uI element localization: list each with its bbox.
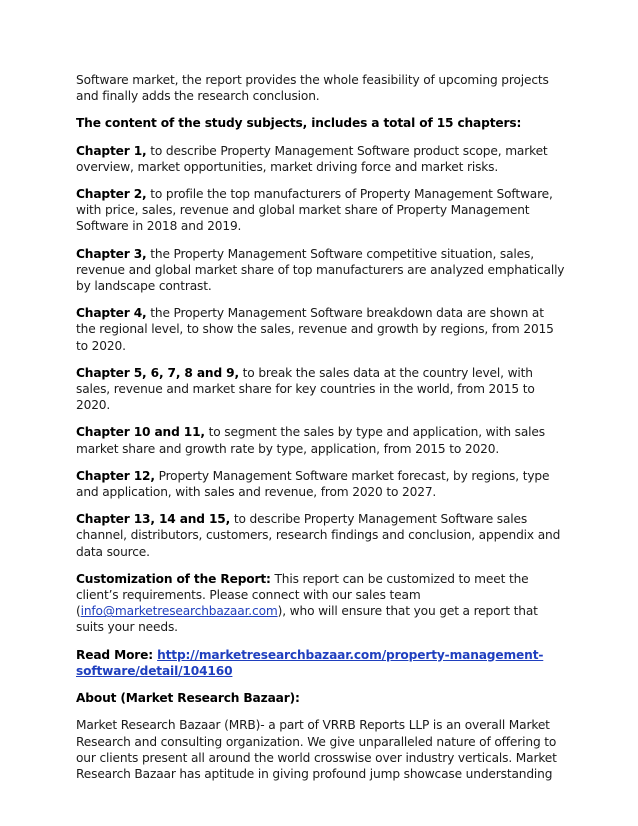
chapter-13-15-text: to describe Property Management Software sales channel, distributors, customers, research findings and conclusion, appendix and data source. [76, 512, 561, 559]
chapter-4-text: the Property Management Software breakdown data are shown at the regional level, to show the sales, revenue and growth by regions, from 2015 to 2020. [76, 306, 554, 353]
read-more-paragraph [76, 647, 566, 679]
chapter-10-11-label: Chapter 10 and 11, [76, 425, 205, 440]
read-more-label: Read More: [76, 647, 158, 662]
chapter-3-text: the Property Management Software competitive situation, sales, revenue and global market share of top manufacturers are analyzed emphatically by landscape contrast. [76, 246, 565, 294]
customization-text-after: ), who will ensure that you get a report that suits your needs. [76, 604, 538, 635]
chapter-1-paragraph [76, 143, 566, 175]
chapter-4-paragraph [76, 305, 566, 354]
chapter-13-15-label: Chapter 13, 14 and 15, [76, 512, 231, 527]
customization-text-before: This report can be customized to meet the client’s requirements. Please connect with our sales team ( [76, 571, 529, 619]
sales-email-link[interactable]: info@marketresearchbazaar.com [80, 604, 278, 619]
chapter-2-label: Chapter 2, [76, 187, 147, 202]
content-heading [76, 115, 566, 131]
content-heading-text: The content of the study subjects, includes a total of 15 chapters: [76, 116, 522, 131]
chapter-4-label: Chapter 4, [76, 306, 147, 321]
chapter-12-paragraph [76, 468, 566, 500]
chapter-12-text: Property Management Software market forecast, by regions, type and application, with sales and revenue, from 2020 to 2027. [76, 468, 550, 500]
chapter-3-label: Chapter 3, [76, 246, 147, 261]
chapter-2-paragraph [76, 186, 566, 235]
chapter-5-9-label: Chapter 5, 6, 7, 8 and 9, [76, 365, 239, 380]
intro-paragraph [76, 72, 566, 104]
about-heading-text: About (Market Research Bazaar): [76, 691, 300, 706]
customization-label: Customization of the Report: [76, 571, 271, 586]
about-heading [76, 690, 566, 706]
chapter-5-9-paragraph [76, 365, 566, 414]
chapter-1-label: Chapter 1, [76, 143, 147, 158]
chapter-10-11-text: to segment the sales by type and application, with sales market share and growth rate by type, application, from 2015 to 2020. [76, 425, 545, 456]
chapter-12-label: Chapter 12, [76, 468, 155, 483]
about-paragraph [76, 717, 566, 782]
chapter-13-15-paragraph [76, 511, 566, 560]
read-more-link[interactable]: http://marketresearchbazaar.com/property-management-software/detail/104160 [76, 647, 544, 678]
chapter-1-text: to describe Property Management Software product scope, market overview, market opportunities, market driving force and market risks. [76, 143, 548, 174]
intro-text: Software market, the report provides the whole feasibility of upcoming projects and finally adds the research conclusion. [76, 73, 549, 104]
about-text: Market Research Bazaar (MRB)- a part of VRRB Reports LLP is an overall Market Research and consulting organization. We give unparalleled nature of offering to our clients present all around the world crosswise over industry verticals. Market Research Bazaar has aptitude in giving profound jump showcase understanding [76, 718, 557, 781]
customization-paragraph [76, 571, 566, 636]
chapter-2-text: to profile the top manufacturers of Property Management Software, with price, sales, revenue and global market share of Property Management Software in 2018 and 2019. [76, 187, 553, 234]
chapter-5-9-text: to break the sales data at the country level, with sales, revenue and market share for key countries in the world, from 2015 to 2020. [76, 365, 535, 413]
chapter-10-11-paragraph [76, 424, 566, 456]
document-page [76, 72, 566, 793]
chapter-3-paragraph [76, 246, 566, 295]
